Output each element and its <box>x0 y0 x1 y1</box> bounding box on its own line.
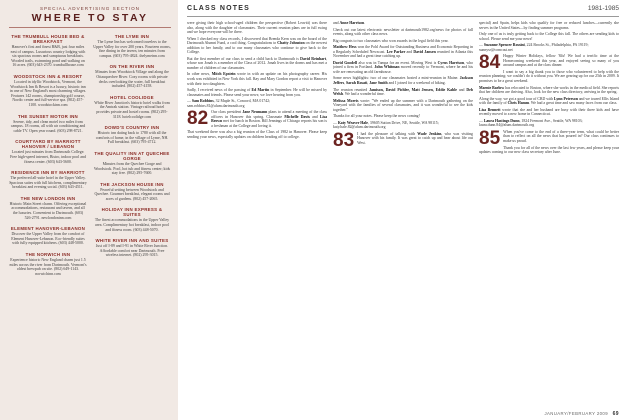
note-paragraph: But the first member of our class to send a child back to Dartmouth is David Reinhart, whose son Jonah is a member of the Class of 2012. Jonah lives in the dorms and has met a number of children of our classmates. <box>187 56 327 70</box>
hotel-description: The Lyme Inn has welcomed travelers to the Upper Valley for over 200 years. Fourteen rooms, fine dining in the tavern, ten minutes from campus. (603) 795-4824. thelymeinn.com <box>93 40 171 58</box>
note-paragraph: David Goodell also was in Tampa for an event. Moving West is Cyrus Harrison, who joined a firm in Portland. John Whitman moved recently to Vermont, where he and his wife are renovating an old farmhouse. <box>333 60 473 74</box>
hotel-description: The finest accommodations in the Upper Valley area. Complimentary hot breakfast, indoor pool and fitness room. (603) 448-5070. <box>94 218 170 232</box>
note-paragraph: Sadly, I received news of the passing of Ed Martin in September. He will be missed by classmates and friends. Please send your news; we love hearing from you. <box>187 88 327 97</box>
ad-kicker: SPECIAL ADVERTISING SECTION <box>39 6 140 11</box>
hotel-listing <box>9 170 87 190</box>
hotel-listing <box>93 207 171 232</box>
ad-listings-left <box>9 34 87 282</box>
hotel-listing <box>9 34 87 68</box>
hotel-listing <box>9 196 87 220</box>
note-paragraph: The reunion reunited Jamison, David Pichler, Matt Jensen, Eddie Kahle and Deb Welsh. We had a wonderful time. <box>333 87 473 97</box>
hotel-name: THE QUALITY INN AT QUECHEE GORGE <box>94 150 170 161</box>
hotel-description: Serene, tidy, and clean motel two miles from campus. 18 rooms, all with air conditioning and cable TV. Open year round. (603) 298-8721. <box>10 119 86 133</box>
hotel-listing <box>9 226 87 246</box>
hotel-name: WHITE RIVER INN AND SUITES <box>95 238 169 244</box>
hotel-listing <box>93 238 171 258</box>
note-paragraph: special) and Spain, helps kids who qualify for free or reduced lunches—currently she serves in the United States—by finding summer programs. <box>479 21 619 30</box>
hotel-description: Historic inn dating back to 1780 with all the comforts of home, in the village of Lyme, NH. Full breakfast. (603) 795-4712. <box>95 131 169 145</box>
notes-column-2 <box>333 21 473 407</box>
hotel-description: Located just minutes from Dartmouth College. Free high-speed internet, Bistro, indoor pool and fitness center. (603) 643-5600. <box>10 150 86 164</box>
hotel-name: HOLIDAY INN EXPRESS & SUITES <box>101 207 163 218</box>
page-number: 69 <box>612 411 619 417</box>
class-entry-start: 82 Our class president Jane Neumann plans to attend a meeting of the class officers in Hanover this spring. Classmate Michelle Davis and Lisa Brown met for lunch in Boston. Bill Jennings of Chicago reports his son is a freshman at the College and loving it. <box>187 108 327 130</box>
class-secretary-signature: — Katy Weaver Hale, 39605 Sutton Drive, NE, Seattle, WA 98115; katy.hale.82@alum.dartmouth.org <box>333 120 439 130</box>
class-secretary-signature: — Suzanne Spencer Rossini, 224 Brooks St., Philadelphia, PA 19119; sunnysr@comcast.net <box>479 43 589 52</box>
note-paragraph: and Anne Harrison. <box>333 21 366 25</box>
class-secretary-signature: — Sam Robbins, 32 Maple St., Concord, MA 01742; sam.robbins.81@alum.dartmouth.org <box>187 99 271 108</box>
hotel-name: DOWD'S COUNTRY INN <box>104 125 160 131</box>
note-paragraph: Melissa Morris wrote: "We ended up the summer with a Dartmouth gathering on the Vineyard with the families of several classmates, and it was wonderful to see the kids together." <box>333 98 473 112</box>
ad-title: WHERE TO STAY <box>9 12 171 28</box>
hotel-name: THE NEW LONDON INN <box>20 195 76 201</box>
note-paragraph: Marnie Barlow has relocated to Boston, where she works in the medical field. She reports that her children are thriving. Also, look for the new class directory, arriving in the spring. <box>479 85 619 95</box>
hotel-listing <box>93 151 171 176</box>
note-paragraph: When I checked my class records, I discovered that Brenda Kern was on the board of the Dartmouth Alumni Fund, a cool thing. Congratulations to Chatty Johnston on the newest addition to her family, and to our many classmates who continue to give back to the College. <box>187 36 327 55</box>
hotel-name: COURTYARD BY MARRIOTT HANOVER / LEBANON <box>15 139 81 150</box>
class-year-numeral: 83 <box>333 129 355 151</box>
hotel-description: White River Junction's historic hotel walks from the Amtrak station. Vintage railroad hotel provides private and hostel rooms. (802) 295-3118. hotelcoolidge.com <box>94 100 170 119</box>
ad-listings-grid <box>9 34 171 282</box>
hotel-listing <box>93 34 171 58</box>
hotel-name: THE JACKSON HOUSE INN <box>100 181 164 187</box>
hotel-name: HOTEL COOLIDGE <box>110 94 154 100</box>
page-header <box>187 5 619 17</box>
hotel-listing <box>9 74 87 108</box>
hotel-name: ON THE RIVER INN <box>109 64 155 70</box>
hotel-description: Discover the Upper Valley from the comfort of Element Hanover-Lebanon. Eco-friendly suites with fully equipped kitchens. (603) 448-5000. <box>11 232 85 246</box>
hotel-description: Located in idyllic Woodstock, Vermont, the Woodstock Inn & Resort is a luxury, historic inn in one of New England's most charming villages. Features 142 rooms, championship golf course, Nordic center and full-service spa. (802) 457-1100. woodstockinn.com <box>9 79 87 107</box>
note-paragraph: Big congrats to two classmates who won awards in the legal field this year. <box>333 38 449 43</box>
class-years-range: 1981-1985 <box>587 5 619 12</box>
class-secretary-signature: — Laura Hastings Dunn, 1824 Fremont Ave., Seattle, WA 98103; laura.dunn.84@alum.dartmouth.org <box>479 118 583 128</box>
hotel-name: THE TRUMBULL HOUSE BED & BREAKFAST <box>11 34 85 44</box>
class-entry-start: 84 Happy Winter Holidays, fellow '84s! We had a terrific time at the Homecoming weekend this year, and enjoyed seeing so many of you around campus and at the class dinner. <box>479 52 619 74</box>
hotel-description: Minutes from the Quechee Gorge and Woodstock. Pool, hot tub and fitness center; kids stay free. (802) 295-7600. <box>93 161 171 176</box>
class-year-numeral: 82 <box>187 108 209 130</box>
hotel-description: The preferred all-suite hotel in the Upper Valley. Spacious suites with full kitchens, complimentary breakfast and evening social. (603) 643-4511. <box>9 176 87 190</box>
note-paragraph: Check out our latest electronic newsletter at dartmouth1982.org/news for photos of fall events, along with other class news. <box>333 27 473 37</box>
hotel-name: ELEMENT HANOVER-LEBANON <box>10 226 86 232</box>
note-paragraph: Some news highlights: two of our classmates hosted a mini-reunion in Maine. Jackson Jeffers, Sarah Rosati, Jane Smith and I joined for a weekend of hiking. <box>333 76 473 86</box>
hotel-description: Just off I-89 and I-91 in White River Junction. Affordable comfort near Dartmouth. Free wireless internet. (802) 295-3015. <box>95 244 169 258</box>
hotel-listing <box>9 139 87 164</box>
note-paragraph: That weekend there was also a big reunion of the Class of 1982 in Hanover. Please keep sending your news, especially updates on children heading off to college. <box>187 130 327 140</box>
hotel-description: Peaceful setting between Woodstock and Quechee. Gourmet breakfast, elegant rooms and acres of gardens. (802) 457-2065. <box>94 187 170 201</box>
class-year-numeral: 85 <box>479 127 501 149</box>
hotel-name: THE LYME INN <box>114 34 150 39</box>
hotel-listing <box>9 252 87 276</box>
ad-listings-right <box>93 34 171 282</box>
note-paragraph: Only one of us is truly getting back to the College this fall. The others are sending kids to school. Please send me your news! <box>479 32 619 41</box>
note-paragraph: Lisa Bennett wrote that she and her husband are busy with their three kids and have recently moved to a new home in Connecticut. <box>479 107 619 117</box>
class-entry-start: 85 When you've come to the end of a three-year term, what could be better than to reflect on all the news that has poured in? Our class continues to make us proud. <box>479 127 619 149</box>
class-entry-start: 83 I had the pleasure of talking with Wade Jenkins, who was visiting Hanover with his family. It was great to catch up and hear about life out West. <box>333 129 473 151</box>
hotel-listing <box>93 125 171 145</box>
hotel-description: Experience historic New England charm just 1.5 miles across the river from Dartmouth. Vermont's oldest brewpub on site. (802) 649-1143. norwichinn.com <box>9 258 87 276</box>
hotel-description: Minutes from Woodstock Village and along the Ottauquechee River. Cozy rooms with private decks overlooking the water, full breakfast included. (802) 457-4158. <box>95 70 169 89</box>
note-paragraph: Matthew Hess won the Pohl Award for Outstanding Business and Economic Reporting in a Regularly Scheduled Newscast. Lee Parker and David Jansen reunited in Atlanta this November and had a great time catching up. <box>333 45 473 59</box>
hotel-name: WOODSTOCK INN & RESORT <box>13 73 83 79</box>
note-paragraph: were giving their high school-aged children the perspective (Robert Leavitt) was there also, along with the daughter of classmates. Their current reunion plans are in full swing and we hope everyone will be there. <box>187 21 327 35</box>
hotel-name: THE NORWICH INN <box>25 252 71 258</box>
advertising-section <box>0 0 178 420</box>
hotel-description: Hanover's first and finest B&B, just four miles east of campus. Luxurious country lodging with six spacious rooms and sumptuous breakfasts. Wooded trails, swimming pond and walking on 16 acres. (603) 643-2370. trumbullhouse.com <box>10 45 86 68</box>
note-paragraph: In other news, Mitch Epstein wrote in with an update on his photography career. His work was exhibited in New York this fall. Ray and Mary Gordon report a visit to Hanover with their two daughters. <box>187 72 327 86</box>
hotel-name: RESIDENCE INN BY MARRIOTT <box>11 170 85 176</box>
note-paragraph: Thank you for all of the news over the last few years, and please keep your updates coming to our new class secretary after June. <box>479 145 619 155</box>
hotel-listing <box>93 95 171 119</box>
note-paragraph: Along the way, we got a good tour of CBD with Lynn Peterson and we toured Ellis Island with the family of Chris Hamm. We had a great time and saw many faces from our class. <box>479 96 619 106</box>
hotel-name: THE SUNSET MOTOR INN <box>17 113 79 119</box>
section-title: CLASS NOTES <box>187 5 250 12</box>
hotel-listing <box>93 182 171 202</box>
notes-column-3 <box>479 21 619 407</box>
hotel-listing <box>93 64 171 88</box>
hotel-description: Historic Main Street charm. Offering exceptional accommodations, restaurant and tavern, and all the luxuries. Convenient to Dartmouth. (603) 526-2791. newlondoninn.com <box>9 201 87 220</box>
page-footer <box>544 411 619 417</box>
note-paragraph: Thanks for all your notes. Please keep the news coming! <box>333 114 420 119</box>
hotel-listing <box>9 114 87 134</box>
issue-date: JANUARY/FEBRUARY 2009 <box>544 411 609 416</box>
class-year-numeral: 84 <box>479 52 501 74</box>
note-paragraph: I want to say a big thank you to those who volunteered to help with the reunion planning; we couldn't do it without you. We are gearing up for our 25th in 2009. It promises to be a great weekend. <box>479 69 619 84</box>
notes-column-1 <box>187 21 327 407</box>
